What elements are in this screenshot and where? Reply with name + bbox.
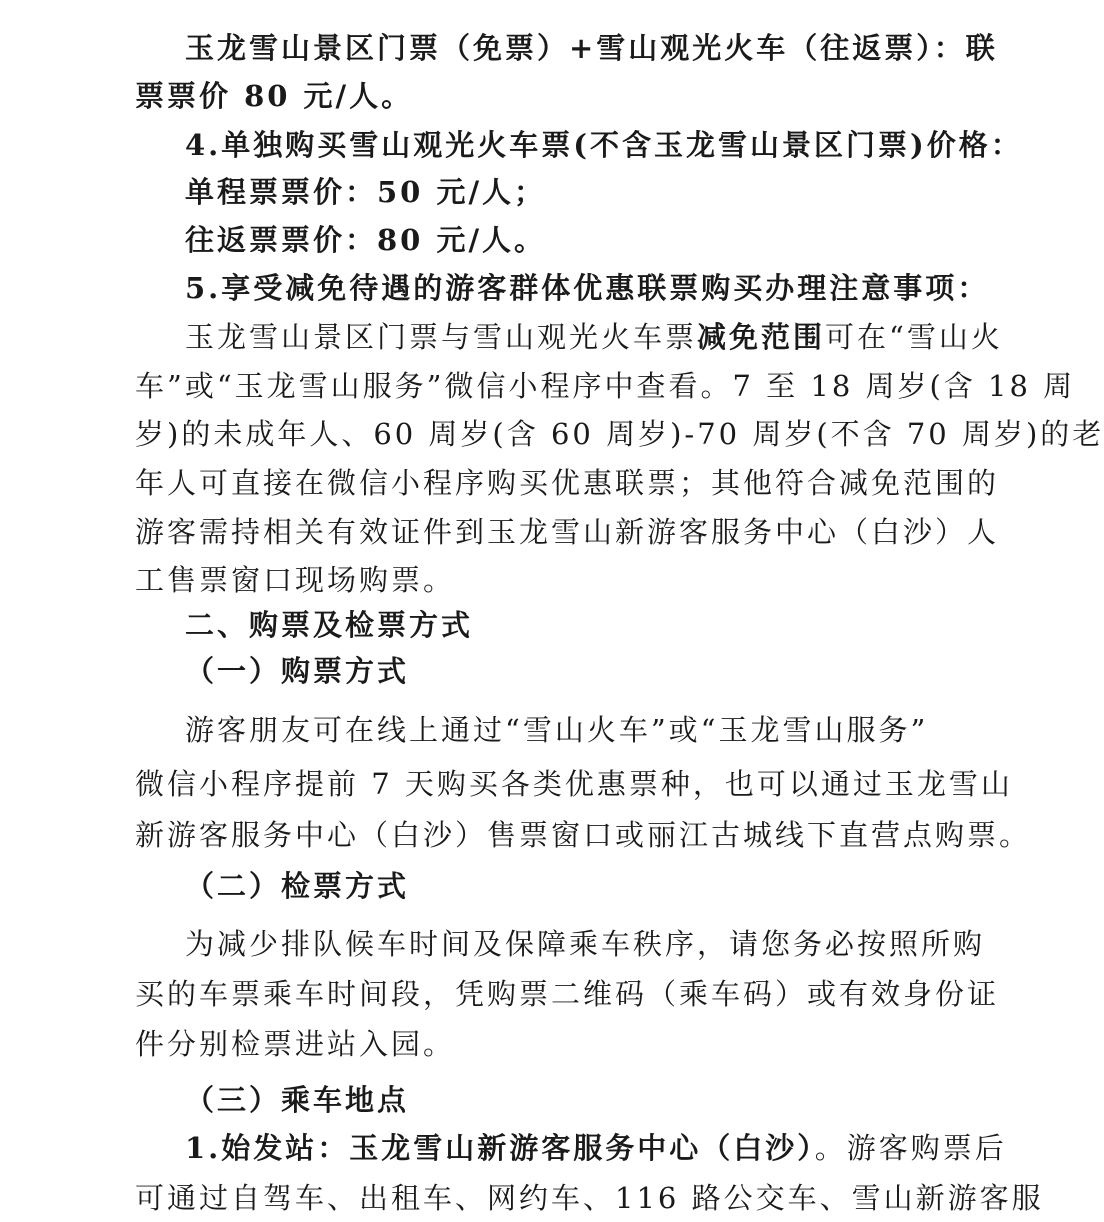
section-2-heading: 二、购票及检票方式 bbox=[185, 608, 474, 642]
item-5-para-line-6: 工售票窗口现场购票。 bbox=[135, 563, 456, 597]
sub-1-line-1: 游客朋友可在线上通过“雪山火车”或“玉龙雪山服务” bbox=[185, 713, 929, 747]
reduction-scope-emphasis: 减免范围 bbox=[697, 320, 826, 354]
item-5-heading: 5.享受减免待遇的游客群体优惠联票购买办理注意事项： bbox=[185, 271, 990, 305]
round-ticket-price: 往返票票价：80 元/人。 bbox=[185, 223, 547, 257]
ticket-combo-line-1: 玉龙雪山景区门票（免票）+雪山观光火车（往返票）：联 bbox=[185, 31, 998, 65]
item-5-para-line-4: 年人可直接在微信小程序购买优惠联票；其他符合减免范围的 bbox=[135, 466, 1000, 500]
para-text: 可在“雪山火 bbox=[825, 320, 1003, 354]
item-5-para-line-2: 车”或“玉龙雪山服务”微信小程序中查看。7 至 18 周岁(含 18 周 bbox=[135, 369, 1076, 403]
item-5-para-line-5: 游客需持相关有效证件到玉龙雪山新游客服务中心（白沙）人 bbox=[135, 515, 1000, 549]
sub-3-heading: （三）乘车地点 bbox=[185, 1083, 410, 1117]
sub-1-line-3: 新游客服务中心（白沙）售票窗口或丽江古城线下直营点购票。 bbox=[135, 818, 1032, 852]
sub-3-line-1 bbox=[185, 1128, 1007, 1168]
item-5-para-line-1 bbox=[185, 317, 1003, 357]
para-text: 玉龙雪山景区门票与雪山观光火车票 bbox=[185, 320, 698, 354]
item-4-heading: 4.单独购买雪山观光火车票(不含玉龙雪山景区门票)价格： bbox=[185, 128, 1023, 162]
single-ticket-price: 单程票票价：50 元/人； bbox=[185, 175, 547, 209]
ticket-combo-line-2: 票票价 80 元/人。 bbox=[135, 79, 414, 113]
item-5-para-line-3: 岁)的未成年人、60 周岁(含 60 周岁)-70 周岁(不含 70 周岁)的老 bbox=[135, 417, 1104, 451]
sub-2-heading: （二）检票方式 bbox=[185, 869, 410, 903]
para-text: 。游客购票后 bbox=[814, 1131, 1007, 1165]
sub-1-line-2: 微信小程序提前 7 天购买各类优惠票种，也可以通过玉龙雪山 bbox=[135, 767, 1013, 801]
sub-2-line-2: 买的车票乘车时间段，凭购票二维码（乘车码）或有效身份证 bbox=[135, 977, 1000, 1011]
origin-station-emphasis: 1.始发站：玉龙雪山新游客服务中心（白沙） bbox=[185, 1131, 815, 1165]
sub-2-line-1: 为减少排队候车时间及保障乘车秩序，请您务必按照所购 bbox=[185, 927, 986, 961]
sub-2-line-3: 件分别检票进站入园。 bbox=[135, 1027, 456, 1061]
sub-1-heading: （一）购票方式 bbox=[185, 654, 410, 688]
sub-3-line-2: 可通过自驾车、出租车、网约车、116 路公交车、雪山新游客服 bbox=[135, 1181, 1044, 1215]
